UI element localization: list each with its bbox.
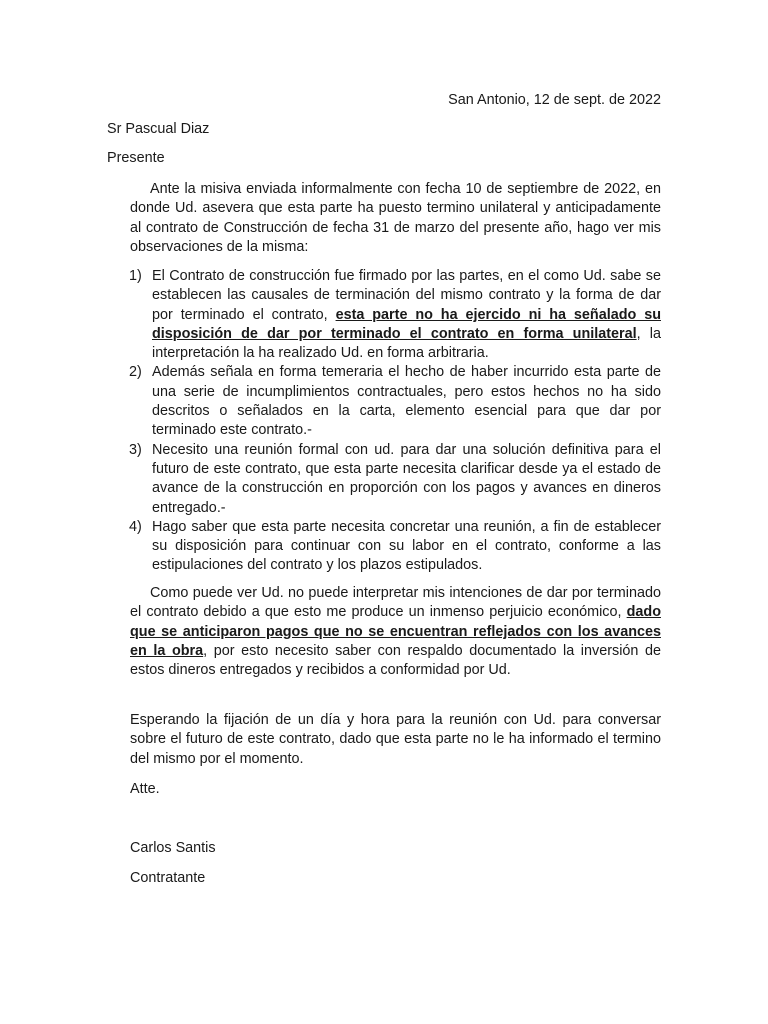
item-text-after: , la interpretación la ha realizado Ud. en forma arbitraria.: [152, 325, 661, 362]
closing-paragraph: [130, 584, 661, 680]
request-paragraph: [130, 711, 661, 769]
item-text-before: El Contrato de construcción fue firmado por las partes, en el como Ud. sabe se establecen las causales de terminación del mismo contrato y la forma de dar por terminado el contrato,: [152, 268, 661, 323]
list-item: [125, 267, 661, 363]
list-item: [125, 441, 661, 518]
signer-name: Carlos Santis: [130, 840, 216, 856]
list-item-number: 1): [129, 268, 142, 284]
recipient-name: Sr Pascual Diaz: [107, 121, 210, 137]
list-item-text: Necesito una reunión formal con ud. para dar una solución definitiva para el futuro de este contrato, que esta parte necesita clarificar desde ya el estado de avance de la construcción en proporción con los pagos y avances en dineros entregado.-: [152, 441, 661, 516]
letter-date: San Antonio, 12 de sept. de 2022: [448, 92, 661, 108]
list-item-text: [152, 267, 661, 363]
observations-list: [125, 267, 661, 576]
closing-text: [130, 584, 661, 680]
list-item-number: 2): [129, 364, 142, 381]
closing-emphasis-text: dado que se anticiparon pagos que no se encuentran reflejados con los avances en la obra: [130, 604, 661, 659]
list-item-text: Además señala en forma temeraria el hecho de haber incurrido esta parte de una serie de incumplimientos contractuales, pero estos hechos no ha sido descritos o señalados en la carta, elemento esencial para que dar por terminado este contrato.-: [152, 364, 661, 439]
signer-role: Contratante: [130, 870, 206, 886]
item-emphasis-text: esta parte no ha ejercido ni ha señalado su disposición de dar por terminado el contrato en forma unilateral: [152, 306, 661, 342]
valediction: Atte.: [130, 781, 160, 797]
intro-text: Ante la misiva enviada informalmente con fecha 10 de septiembre de 2022, en donde Ud. asevera que esta parte ha puesto termino unilateral y anticipadamente al contrato de Construcción de fecha 31 de marzo del presente año, hago ver mis observaciones de la misma:: [130, 181, 661, 255]
list-item-number: 3): [129, 441, 142, 458]
salutation-presente: Presente: [107, 150, 165, 166]
request-text: Esperando la fijación de un día y hora para la reunión con Ud. para conversar sobre el futuro de este contrato, dado que esta parte no le ha informado el termino del mismo por el momento.: [130, 712, 661, 767]
list-item-text: Hago saber que esta parte necesita concretar una reunión, a fin de establecer su disposición para continuar con su labor en el contrato, conforme a las estipulaciones del contrato y los plazos estipulados.: [152, 518, 661, 574]
intro-paragraph: [130, 180, 661, 257]
closing-text-before: Como puede ver Ud. no puede interpretar mis intenciones de dar por terminado el contrato debido a que esto me produce un inmenso perjuicio económico,: [130, 585, 661, 621]
list-item-number: 4): [129, 518, 142, 535]
list-item: [125, 363, 661, 440]
list-item: [125, 518, 661, 576]
closing-text-after: , por esto necesito saber con respaldo documentado la inversión de estos dineros entregados y recibidos a conformidad por Ud.: [130, 642, 661, 679]
